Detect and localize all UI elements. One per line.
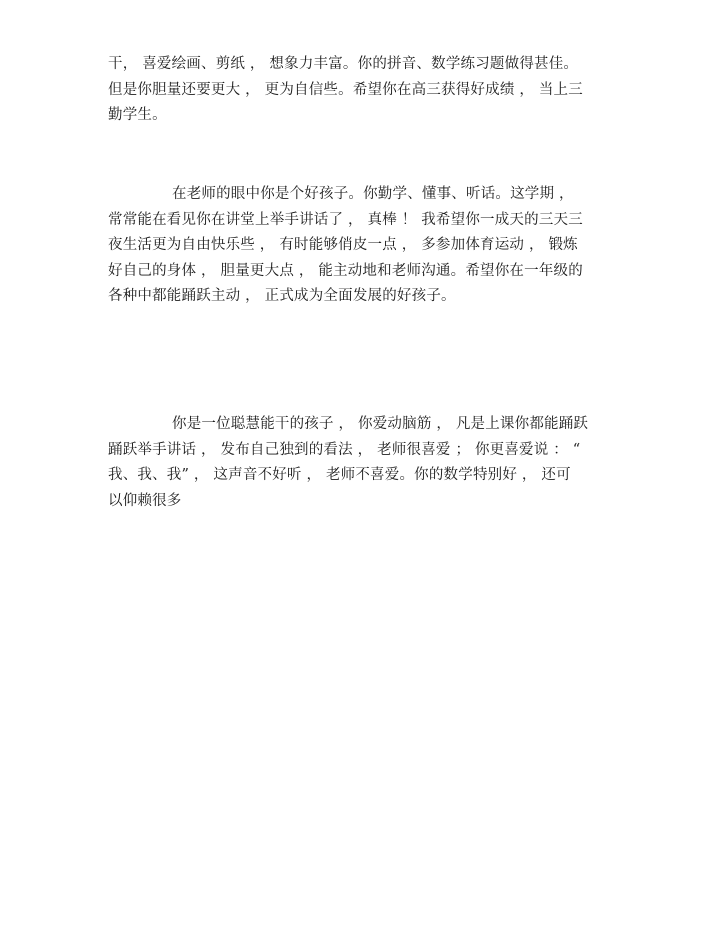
paragraph-line: 好自己的身体 ， 胆量更大点 ， 能主动地和老师沟通。希望你在一年级的 [108,262,583,279]
paragraph-line: 但是你胆量还要更大 ， 更为自信些。希望你在高三获得好成绩 ， 当上三 [108,81,583,98]
paragraph-line: 夜生活更为自由快乐些 ， 有时能够俏皮一点 ， 多参加体育运动 ， 锻炼 [108,237,578,253]
paragraph-line: 勤学生。 [108,107,167,123]
paragraph-line: 踊跃举手讲话 ， 发布自己独到的看法 ， 老师很喜爱 ； 你更喜爱说 ： “ [108,441,581,458]
paragraph-line: 以仰赖很多 [108,492,182,509]
paragraph-2 [108,182,608,310]
paragraph-line: 在老师的眼中你是个好孩子。你勤学、懂事、听话。这学期 ， [172,186,574,202]
paragraph-line: 常常能在看见你在讲堂上举手讲话了 ， 真棒 ！ 我希望你一成天的三天三 [108,211,583,228]
paragraph-1 [108,52,608,129]
paragraph-line: 干， 喜爱绘画、剪纸 ， 想象力丰富。你的拼音、数学练习题做得甚佳。 [108,56,579,72]
paragraph-line: 各种中都能踊跃主动 ， 正式成为全面发展的好孩子。 [108,288,456,304]
paragraph-line: 我、我、我” ， 这声音不好听 ， 老师不喜爱。你的数学特别好 ， 还可 [108,467,571,483]
paragraph-3 [108,412,608,514]
paragraph-line: 你是一位聪慧能干的孩子 ， 你爱动脑筋 ， 凡是上课你都能踊跃 [172,416,589,432]
